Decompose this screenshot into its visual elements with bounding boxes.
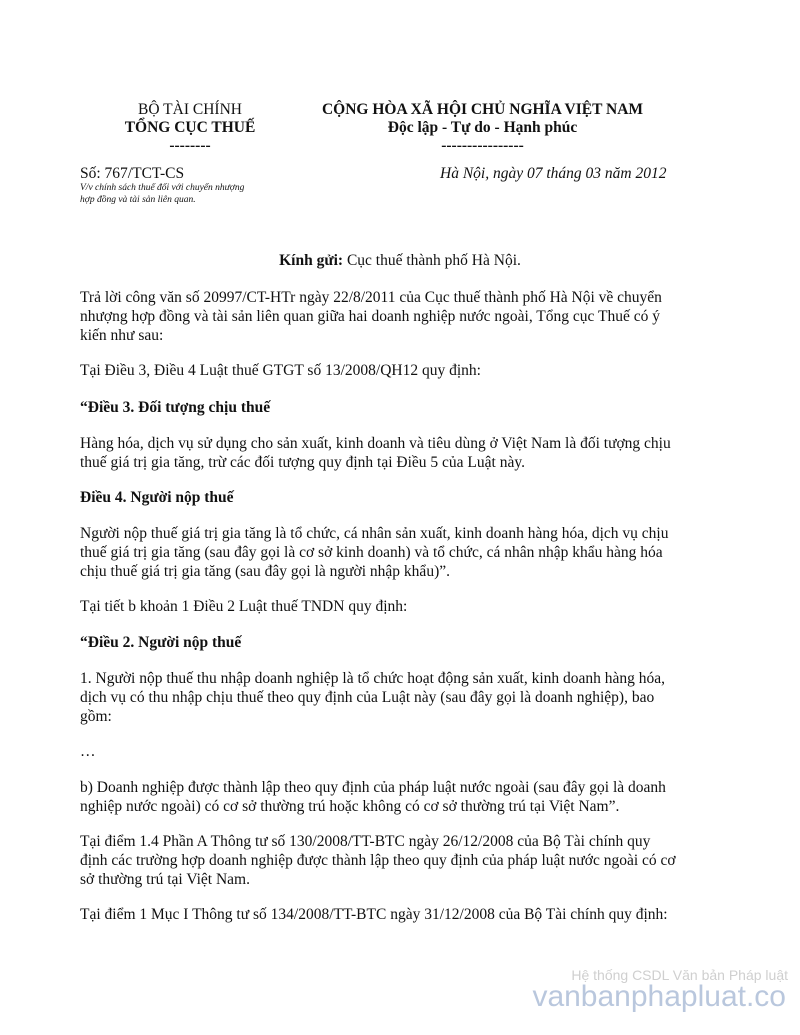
paragraph-circular-130 <box>80 832 720 889</box>
national-motto: Độc lập - Tự do - Hạnh phúc <box>387 119 578 136</box>
recipient-label: Kính gửi: <box>279 252 344 269</box>
text-line: Tại Điều 3, Điều 4 Luật thuế GTGT số 13/2008/QH12 quy định: <box>80 362 481 379</box>
left-divider: -------- <box>169 137 211 154</box>
text-line: Tại điểm 1 Mục I Thông tư số 134/2008/TT-BTC ngày 31/12/2008 của Bộ Tài chính quy định: <box>80 906 668 923</box>
ministry-name: BỘ TÀI CHÍNH <box>138 101 242 118</box>
heading-article-3 <box>80 398 720 417</box>
national-header <box>300 101 665 155</box>
paragraph-cit-law-intro <box>80 597 720 616</box>
paragraph-circular-134 <box>80 905 720 924</box>
text-line: gồm: <box>80 708 112 725</box>
text-line: Điều 4. Người nộp thuế <box>80 489 234 506</box>
heading-article-4 <box>80 488 720 507</box>
text-line: thuế giá trị gia tăng (sau đây gọi là cơ sở kinh doanh) và tổ chức, cá nhân nhập khẩu hàng hóa <box>80 544 663 561</box>
paragraph-ellipsis <box>80 742 720 761</box>
watermark-site: vanbanphapluat.co <box>532 980 786 1013</box>
paragraph-point-b <box>80 778 720 816</box>
text-line: Tại điểm 1.4 Phần A Thông tư số 130/2008/TT-BTC ngày 26/12/2008 của Bộ Tài chính quy <box>80 833 651 850</box>
text-line: 1. Người nộp thuế thu nhập doanh nghiệp là tổ chức hoạt động sản xuất, kinh doanh hàng hóa, <box>80 670 666 687</box>
text-line: “Điều 3. Đối tượng chịu thuế <box>80 399 271 416</box>
department-name: TỔNG CỤC THUẾ <box>124 119 256 136</box>
text-line: nhượng hợp đồng và tài sản liên quan giữa hai doanh nghiệp nước ngoài, Tổng cục Thuế có ý <box>80 308 660 325</box>
text-line: … <box>80 743 96 760</box>
country-name: CỘNG HÒA XÃ HỘI CHỦ NGHĨA VIỆT NAM <box>321 101 644 118</box>
text-line: Tại tiết b khoản 1 Điều 2 Luật thuế TNDN quy định: <box>80 598 408 615</box>
place-and-date: Hà Nội, ngày 07 tháng 03 năm 2012 <box>440 165 667 182</box>
paragraph-reply <box>80 288 720 345</box>
text-line: “Điều 2. Người nộp thuế <box>80 634 242 651</box>
text-line: nghiệp nước ngoài) có cơ sở thường trú hoặc không có cơ sở thường trú tại Việt Nam”. <box>80 798 620 815</box>
paragraph-article-2-clause-1 <box>80 669 720 726</box>
text-line: chịu thuế giá trị gia tăng (sau đây gọi là người nhập khẩu)”. <box>80 563 450 580</box>
text-line: Hàng hóa, dịch vụ sử dụng cho sản xuất, kinh doanh và tiêu dùng ở Việt Nam là đối tượng chịu <box>80 435 671 452</box>
document-number: Số: 767/TCT-CS <box>80 165 185 182</box>
text-line: kiến như sau: <box>80 327 164 344</box>
text-line: Người nộp thuế giá trị gia tăng là tổ chức, cá nhân sản xuất, kinh doanh hàng hóa, dịch vụ chịu <box>80 525 669 542</box>
text-line: định các trường hợp doanh nghiệp được thành lập theo quy định của pháp luật nước ngoài có cơ <box>80 852 676 869</box>
subject-line: V/v chính sách thuế đối với chuyển nhượng <box>80 183 245 193</box>
document-subject <box>80 182 244 206</box>
text-line: thuế giá trị gia tăng, trừ các đối tượng quy định tại Điều 5 của Luật này. <box>80 454 525 471</box>
text-line: dịch vụ có thu nhập chịu thuế theo quy định của Luật này (sau đây gọi là doanh nghiệp), bao <box>80 689 655 706</box>
text-line: Trả lời công văn số 20997/CT-HTr ngày 22/8/2011 của Cục thuế thành phố Hà Nội về chuyển <box>80 289 662 306</box>
watermark-caption: Hệ thống CSDL Văn bản Pháp luật <box>571 967 788 983</box>
right-divider: ---------------- <box>441 137 524 154</box>
recipient-name: Cục thuế thành phố Hà Nội. <box>343 252 521 269</box>
paragraph-vat-law-intro <box>80 361 720 380</box>
paragraph-article-3 <box>80 434 720 472</box>
subject-line: hợp đồng và tài sản liên quan. <box>80 195 196 205</box>
recipient-line <box>0 252 800 270</box>
text-line: b) Doanh nghiệp được thành lập theo quy định của pháp luật nước ngoài (sau đây gọi là doanh <box>80 779 666 796</box>
paragraph-article-4 <box>80 524 720 581</box>
text-line: sở thường trú tại Việt Nam. <box>80 871 250 888</box>
heading-article-2 <box>80 633 720 652</box>
agency-header <box>110 101 270 155</box>
